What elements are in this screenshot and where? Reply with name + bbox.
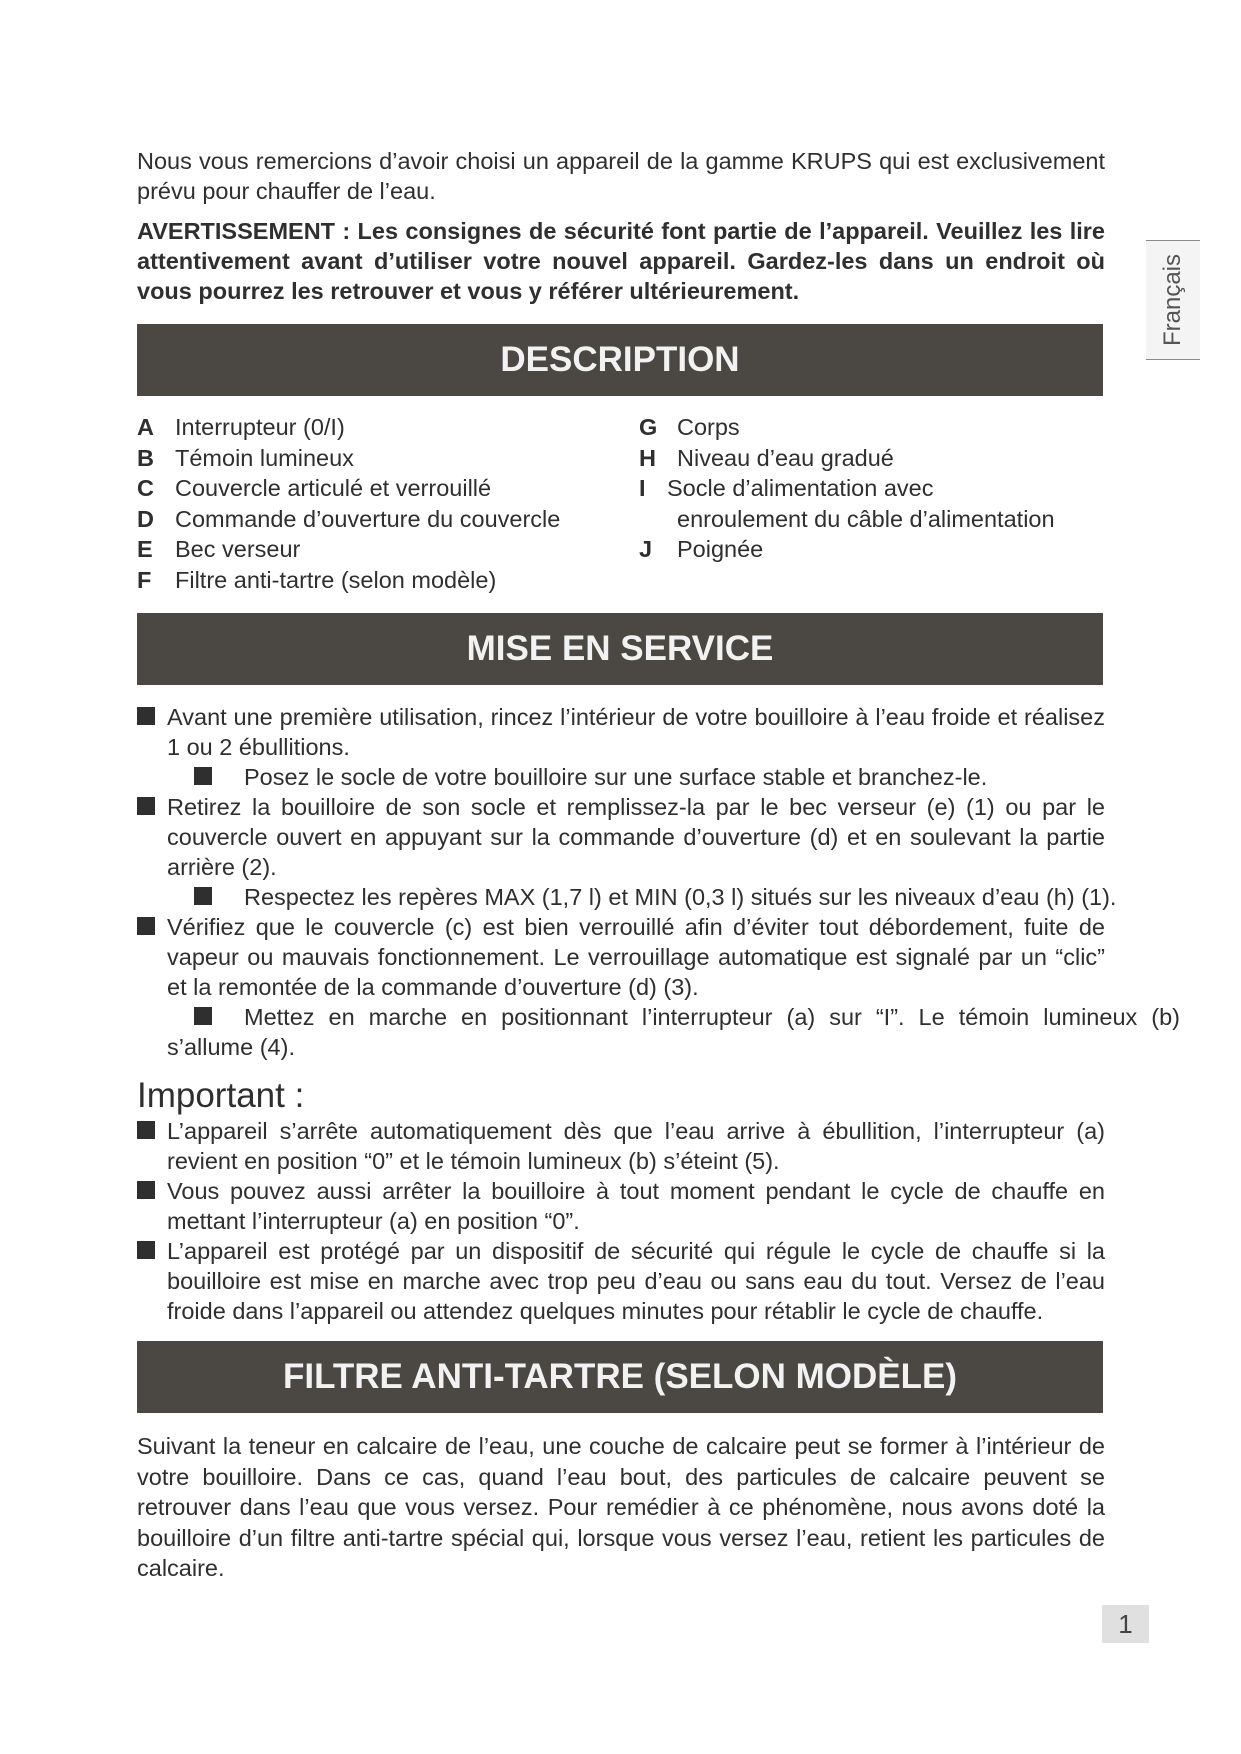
square-bullet-icon — [137, 1241, 155, 1259]
item-label: Filtre anti-tartre (selon modèle) — [175, 566, 497, 593]
bullet-text: Avant une première utilisation, rincez l’intérieur de votre bouilloire à l’eau froide et réalisez 1 ou 2 ébullitions. — [167, 704, 1105, 760]
bullet-item — [137, 792, 1105, 882]
item-label: Couvercle articulé et verrouillé — [175, 475, 492, 501]
list-item — [639, 412, 1105, 443]
bullet-text: Vous pouvez aussi arrêter la bouilloire à tout moment pendant le cycle de chauffe en mettant l’interrupteur (a) en position “0”. — [167, 1178, 1105, 1234]
bullet-text: L’appareil s’arrête automatiquement dès que l’eau arrive à ébullition, l’interrupteur (a) revient en position “0” et le témoin lumineux (b) s’éteint (5). — [167, 1118, 1105, 1174]
list-item — [639, 534, 1105, 565]
item-label-continued: enroulement du câble d’alimentation — [677, 505, 1055, 532]
item-letter: G — [639, 414, 658, 440]
mise-en-service-title: MISE EN SERVICE — [466, 629, 774, 668]
list-item — [639, 443, 1105, 474]
square-bullet-icon — [194, 887, 212, 905]
bullet-text: Retirez la bouilloire de son socle et remplissez-la par le bec verseur (e) (1) ou par le couvercle ouvert en appuyant sur la commande d’ouverture (d) et en soulevant la partie arrière (2). — [167, 794, 1105, 880]
square-bullet-icon — [137, 797, 155, 815]
item-letter: J — [639, 536, 653, 562]
filtre-text: Suivant la teneur en calcaire de l’eau, une couche de calcaire peut se former à l’intérieur de votre bouilloire. Dans ce cas, quand l’eau bout, des particules de calcaire peuvent se retrouver dans l’eau que vous versez. Pour remédier à ce phénomène, nous avons doté la bouilloire d’un filtre anti-tartre spécial qui, lorsque vous versez l’eau, retient les particules de calcaire. — [137, 1433, 1105, 1581]
square-bullet-icon — [194, 767, 212, 785]
important-heading: Important : — [137, 1076, 305, 1115]
bullet-item — [137, 702, 1105, 762]
description-list — [137, 412, 1105, 595]
important-list — [137, 1116, 1105, 1326]
item-label: Bec verseur — [175, 536, 301, 562]
item-label: Socle d’alimentation avec — [667, 475, 934, 501]
list-item — [137, 504, 639, 535]
bullet-item — [137, 1116, 1105, 1176]
sub-bullet-item — [194, 1002, 1180, 1032]
square-bullet-icon — [137, 1121, 155, 1139]
mise-en-service-banner — [137, 613, 1103, 685]
bullet-item — [137, 1176, 1105, 1236]
list-item — [137, 412, 639, 443]
page-number: 1 — [1102, 1605, 1149, 1643]
sub-bullet-item — [194, 882, 1180, 912]
bullet-item — [137, 912, 1105, 1002]
item-letter: B — [137, 444, 154, 471]
bullet-text: Mettez en marche en positionnant l’interrupteur (a) sur “I”. Le témoin lumineux (b) — [244, 1004, 1180, 1030]
intro-text: Nous vous remercions d’avoir choisi un appareil de la gamme KRUPS qui est exclusivement prévu pour chauffer de l’eau. — [137, 148, 1105, 204]
filtre-banner — [137, 1341, 1103, 1413]
item-label: Commande d’ouverture du couvercle — [175, 505, 561, 532]
bullet-item — [137, 1236, 1105, 1326]
item-letter: D — [137, 505, 154, 532]
description-title: DESCRIPTION — [500, 340, 740, 379]
language-label: Français — [1159, 253, 1186, 347]
bullet-text: L’appareil est protégé par un dispositif de sécurité qui régule le cycle de chauffe si la bouilloire est mise en marche avec trop peu d’eau ou sans eau du tout. Versez de l’eau froide dans l’appareil ou attendez quelques minutes pour rétablir le cycle de chauffe. — [167, 1238, 1105, 1324]
description-left-column — [137, 412, 639, 595]
item-letter: I — [639, 475, 646, 501]
item-label: Niveau d’eau gradué — [677, 444, 894, 471]
bullet-text: Vérifiez que le couvercle (c) est bien verrouillé afin d’éviter tout débordement, fuite de vapeur ou mauvais fonctionnement. Le verrouillage automatique est signalé par un “clic” et la remontée de la commande d’ouverture (d) (3). — [167, 914, 1105, 1000]
item-label: Interrupteur (0/I) — [175, 414, 345, 440]
list-item — [137, 473, 639, 504]
mise-en-service-list — [137, 702, 1180, 1062]
list-item — [639, 473, 1105, 504]
list-item — [137, 565, 639, 596]
square-bullet-icon — [137, 1181, 155, 1199]
item-letter: F — [137, 566, 152, 593]
item-letter: C — [137, 475, 154, 501]
square-bullet-icon — [194, 1007, 212, 1025]
item-label: Témoin lumineux — [175, 444, 354, 471]
list-item — [137, 443, 639, 474]
bullet-text-continued: s’allume (4). — [167, 1034, 295, 1060]
item-label: Corps — [677, 414, 740, 440]
item-letter: A — [137, 414, 154, 440]
list-item — [137, 534, 639, 565]
description-banner — [137, 324, 1103, 396]
square-bullet-icon — [137, 707, 155, 725]
item-letter: H — [639, 444, 656, 471]
description-right-column — [639, 412, 1105, 595]
filtre-title: FILTRE ANTI-TARTRE (SELON MODÈLE) — [282, 1357, 957, 1396]
bullet-text: Posez le socle de votre bouilloire sur une surface stable et branchez-le. — [244, 764, 988, 790]
warning-text: AVERTISSEMENT : Les consignes de sécurité font partie de l’appareil. Veuillez les lire attentivement avant d’utiliser votre nouvel appareil. Gardez-les dans un endroit où vous pourrez les retrouver et vous y référer ultérieurement. — [137, 218, 1105, 304]
sub-bullet-item — [194, 762, 1105, 792]
item-letter: E — [137, 536, 153, 562]
square-bullet-icon — [137, 917, 155, 935]
bullet-text: Respectez les repères MAX (1,7 l) et MIN (0,3 l) situés sur les niveaux d’eau (h) (1). — [244, 884, 1117, 910]
item-label: Poignée — [677, 536, 764, 562]
language-tab — [1146, 240, 1200, 360]
